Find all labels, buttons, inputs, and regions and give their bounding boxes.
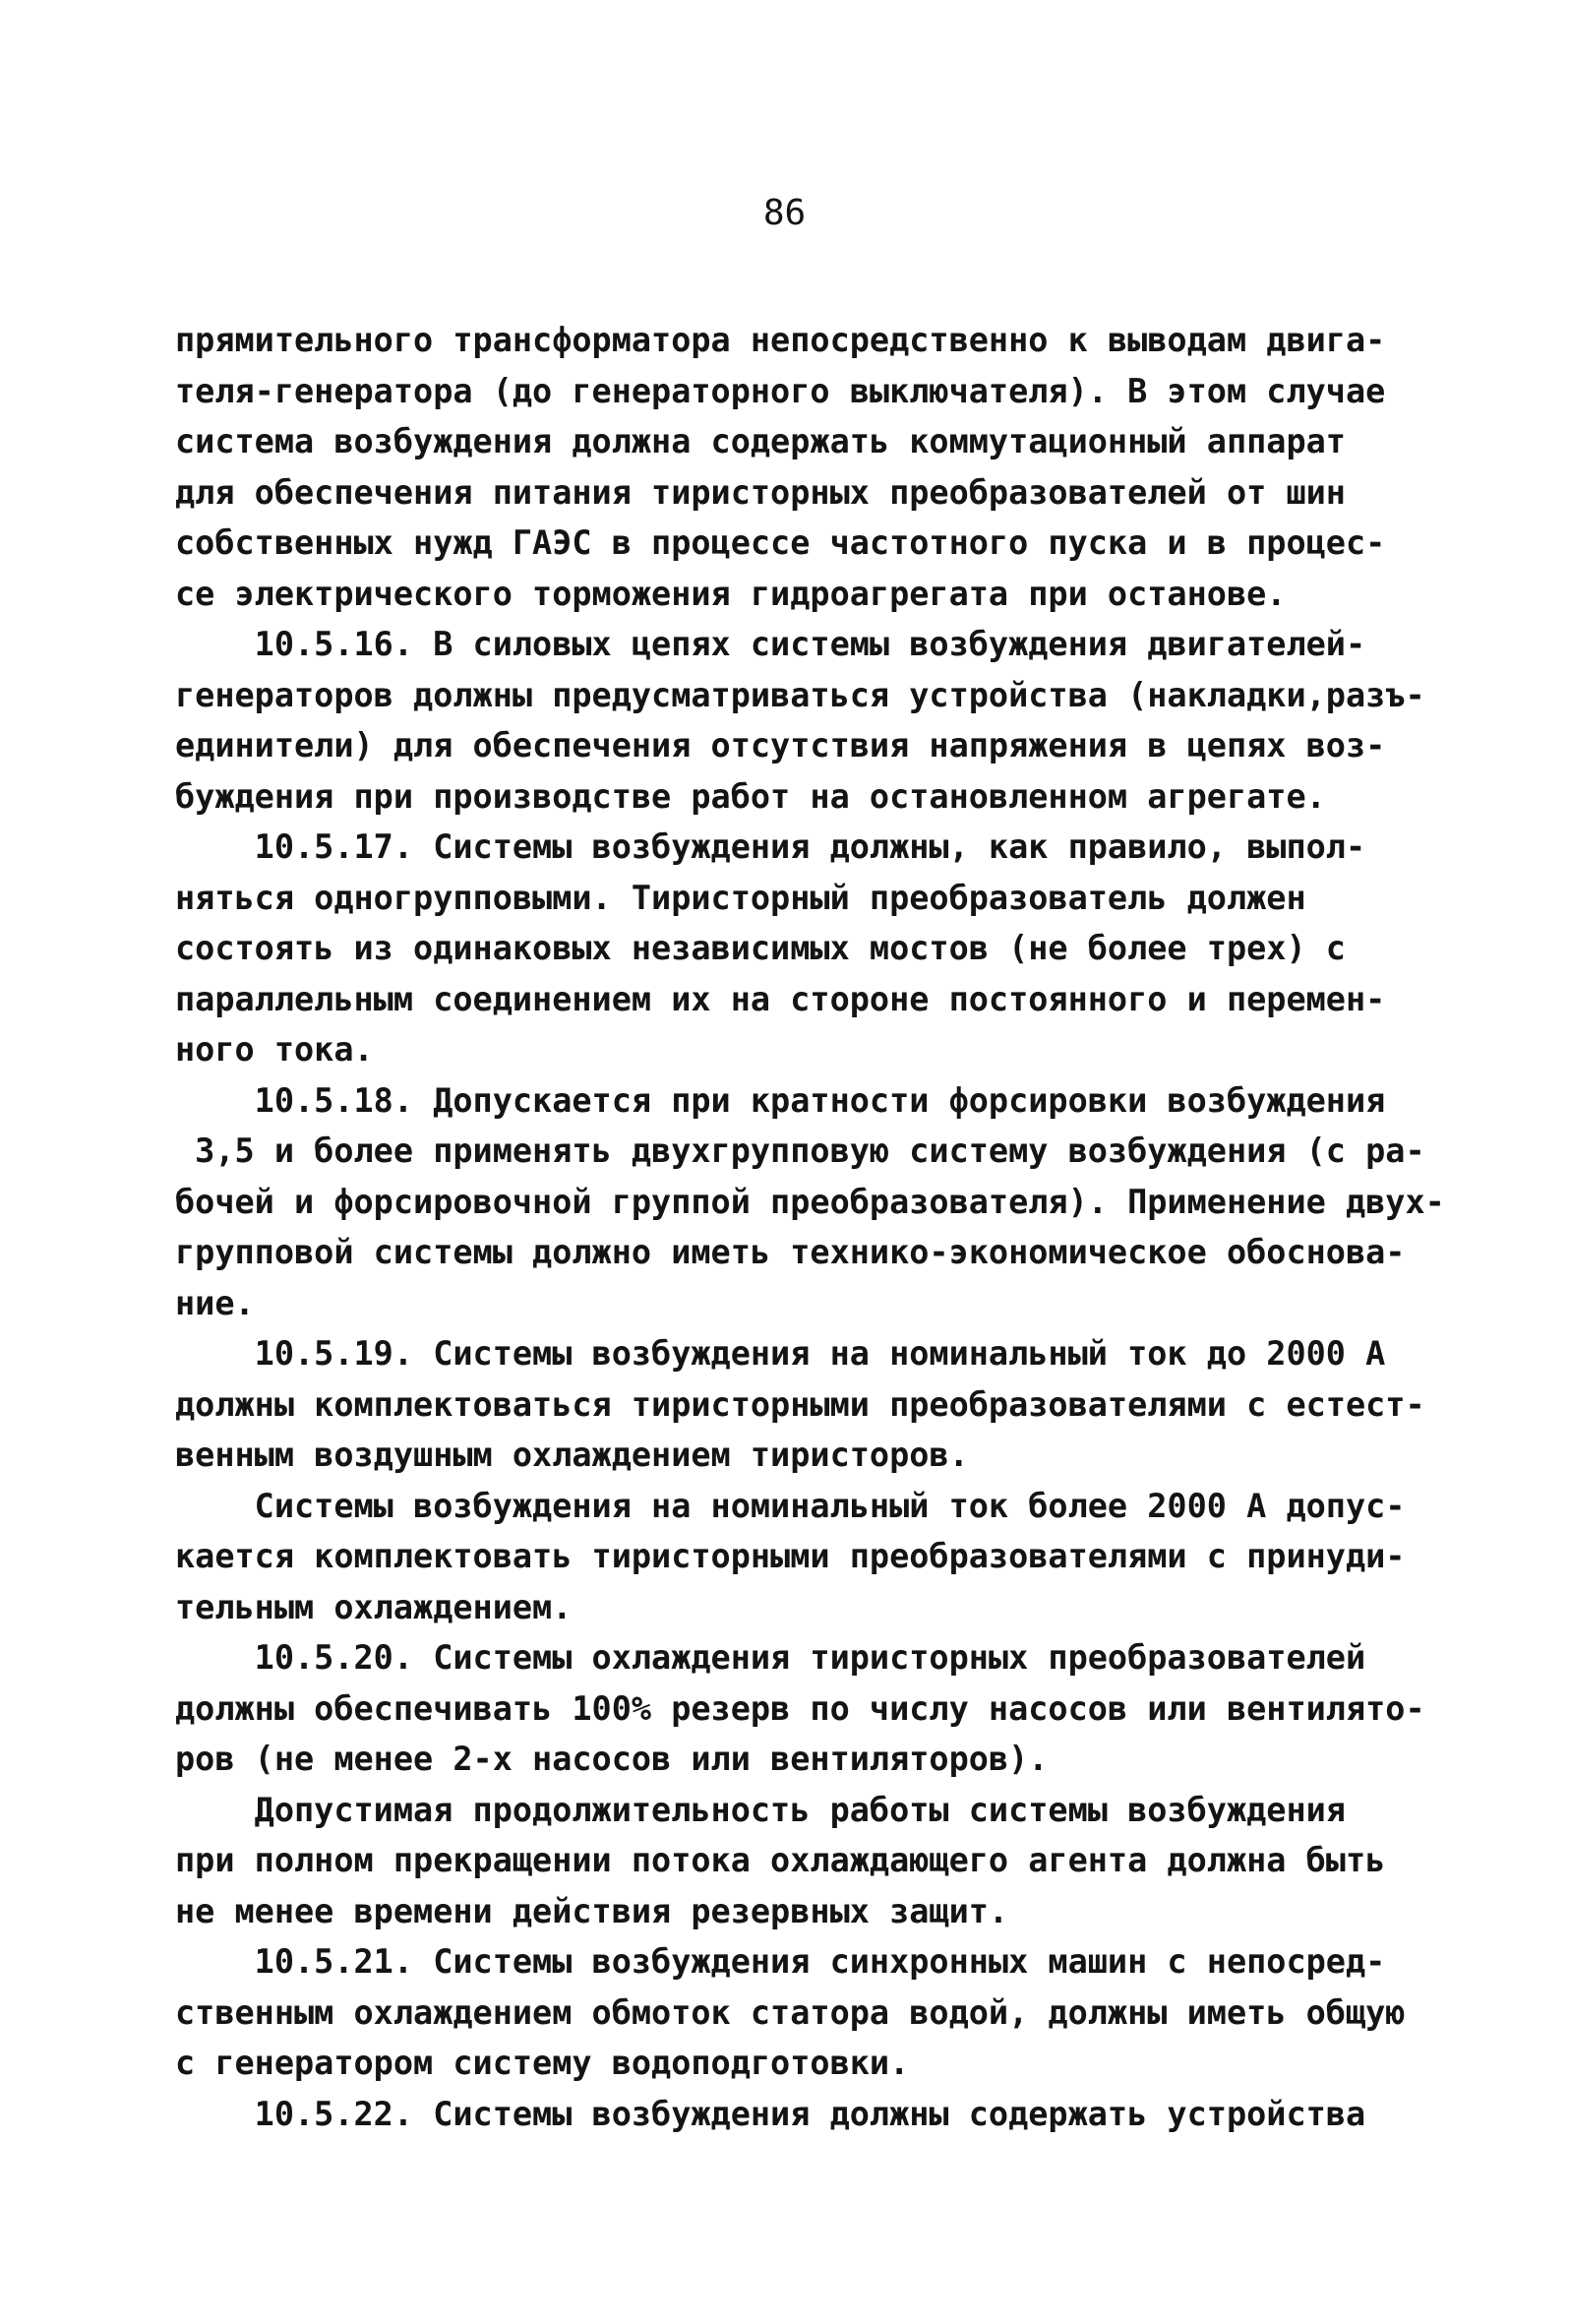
text-line: венным воздушным охлаждением тиристоров. (175, 1436, 969, 1474)
text-line: прямительного трансформатора непосредственно к выводам двига- (175, 321, 1386, 359)
text-line: ние. (175, 1283, 255, 1322)
text-line: Системы возбуждения на номинальный ток более 2000 А допус- (175, 1486, 1406, 1525)
text-line: няться одногрупповыми. Тиристорный преобразователь должен (175, 878, 1306, 917)
paragraph-10-5-22-line: 10.5.22. Системы возбуждения должны содержать устройства (175, 2094, 1366, 2133)
text-line: ров (не менее 2-х насосов или вентиляторов). (175, 1740, 1049, 1778)
text-line: параллельным соединением их на стороне постоянного и перемен- (175, 979, 1386, 1018)
text-line: должны комплектоваться тиристорными преобразователями с естест- (175, 1384, 1425, 1424)
text-line: единители) для обеспечения отсутствия напряжения в цепях воз- (175, 726, 1386, 764)
text-line: кается комплектовать тиристорными преобразователями с принуди- (175, 1537, 1406, 1575)
text-line: 3,5 и более применять двухгрупповую систему возбуждения (с ра- (175, 1131, 1425, 1170)
text-line: состоять из одинаковых независимых мостов (не более трех) с (175, 929, 1346, 967)
text-line: должны обеспечивать 100% резерв по числу насосов или вентилято- (175, 1688, 1425, 1728)
page-number: 86 (762, 193, 807, 233)
paragraph-10-5-21-line: 10.5.21. Системы возбуждения синхронных машин с непосред- (175, 1942, 1386, 1981)
document-body (175, 315, 1445, 2139)
text-line: тельным охлаждением. (175, 1587, 573, 1626)
text-line: се электрического торможения гидроагрегата при останове. (175, 574, 1287, 613)
paragraph-10-5-16-line: 10.5.16. В силовых цепях системы возбуждения двигателей- (175, 625, 1366, 663)
paragraph-10-5-19-line: 10.5.19. Системы возбуждения на номинальный ток до 2000 А (175, 1334, 1386, 1373)
text-line: система возбуждения должна содержать коммутационный аппарат (175, 422, 1346, 460)
paragraph-10-5-18-line: 10.5.18. Допускается при кратности форсировки возбуждения (175, 1080, 1386, 1120)
text-line: собственных нужд ГАЭС в процессе частотного пуска и в процес- (175, 523, 1386, 562)
text-line: ного тока. (175, 1030, 374, 1069)
text-line: Допустимая продолжительность работы системы возбуждения (175, 1790, 1346, 1829)
text-line: групповой системы должно иметь технико-экономическое обоснова- (175, 1233, 1406, 1271)
paragraph-10-5-20-line: 10.5.20. Системы охлаждения тиристорных преобразователей (175, 1638, 1366, 1677)
text-line: буждения при производстве работ на остановленном агрегате. (175, 776, 1326, 816)
text-line: ственным охлаждением обмоток статора водой, должны иметь общую (175, 1992, 1406, 2032)
text-line: генераторов должны предусматриваться устройства (накладки,разъ- (175, 675, 1425, 714)
text-line: бочей и форсировочной группой преобразователя). Применение двух- (175, 1182, 1445, 1221)
text-line: теля-генератора (до генераторного выключателя). В этом случае (175, 371, 1386, 410)
text-line: для обеспечения питания тиристорных преобразователей от шин (175, 472, 1346, 512)
text-line: не менее времени действия резервных защит. (175, 1891, 1009, 1930)
text-line: при полном прекращении потока охлаждающего агента должна быть (175, 1841, 1386, 1879)
paragraph-10-5-17-line: 10.5.17. Системы возбуждения должны, как правило, выпол- (175, 827, 1366, 866)
text-line: с генератором систему водоподготовки. (175, 2044, 910, 2082)
